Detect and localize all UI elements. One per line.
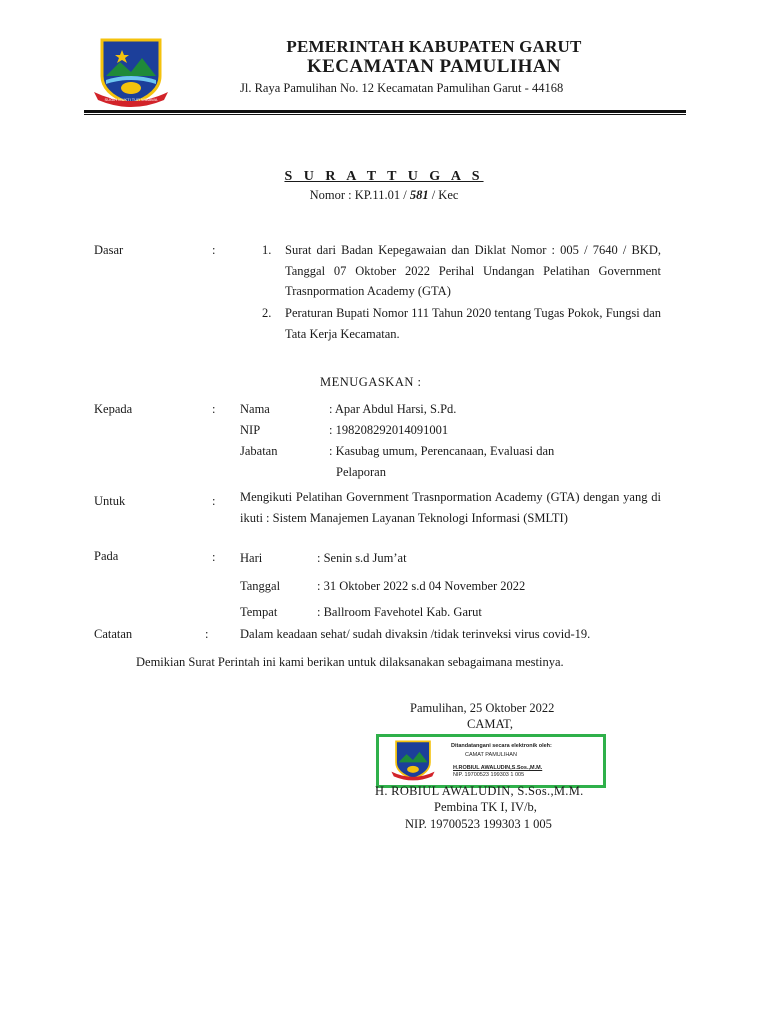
kepada-label: Kepada [94,402,133,416]
stamp-nip: NIP. 19700523 199303 1 005 [453,772,525,778]
kepada-nip-value: : 198208292014091001 [329,423,449,437]
pada-hari-key: Hari [240,551,263,565]
pada-tempat-value: : Ballroom Favehotel Kab. Garut [317,605,482,619]
untuk-text: Mengikuti Pelatihan Government Trasnpormation Academy (GTA) dengan yang di ikuti : Sistem Manajemen Layanan Teknologi Informasi (SMLTI) [240,490,661,525]
signature-position: CAMAT, [467,717,513,731]
catatan-label: Catatan [94,627,133,641]
stamp-name: H.ROBIUL AWALUDIN,S.Sos.,M.M. [453,765,543,771]
catatan-colon: : [205,627,209,641]
signatory-rank: Pembina TK I, IV/b, [434,800,537,814]
header-rule-thick [84,110,686,113]
dasar-item-2-num: 2. [262,306,272,320]
header-rule-thin [84,114,686,115]
kepada-nama-key: Nama [240,402,270,416]
nomor-suffix: / Kec [428,188,459,202]
dasar-label: Dasar [94,243,124,257]
header-address: Jl. Raya Pamulihan No. 12 Kecamatan Pamulihan Garut - 44168 [240,81,564,95]
header-district: KECAMATAN PAMULIHAN [306,56,562,77]
menugaskan-heading: MENUGASKAN : [320,375,422,389]
kepada-nama-value: : Apar Abdul Harsi, S.Pd. [329,402,457,416]
pada-hari-value: : Senin s.d Jum’at [317,551,407,565]
signatory-name: H. ROBIUL AWALUDIN, S.Sos.,M.M. [375,784,584,798]
signatory-nip: NIP. 19700523 199303 1 005 [405,817,552,831]
pada-colon: : [212,550,216,564]
nomor-prefix: Nomor : KP.11.01 / [309,188,410,202]
closing-statement: Demikian Surat Perintah ini kami berikan untuk dilaksanakan sebagaimana mestinya. [136,655,564,669]
pada-tempat-key: Tempat [240,605,278,619]
kepada-jabatan-value-cont: Pelaporan [336,465,386,479]
document-title: S U R A T T U G A S [284,169,484,184]
stamp-logo-icon [389,739,437,781]
pada-tanggal-key: Tanggal [240,579,281,593]
document-number [0,188,768,203]
logo-motto: SUGIH MUKTI TUR WIBAWA [104,97,158,102]
kepada-jabatan-key: Jabatan [240,444,278,458]
kepada-colon: : [212,402,216,416]
header-government: PEMERINTAH KABUPATEN GARUT [286,37,582,56]
dasar-colon: : [212,243,216,257]
untuk-colon: : [212,494,216,508]
kepada-nip-key: NIP [240,423,261,437]
pada-tanggal-value: : 31 Oktober 2022 s.d 04 November 2022 [317,579,526,593]
stamp-line-2: CAMAT PAMULIHAN [465,752,517,758]
stamp-line-1: Ditandatangani secara elektronik oleh: [451,743,552,749]
dasar-item-2-text: Peraturan Bupati Nomor 111 Tahun 2020 tentang Tugas Pokok, Fungsi dan Tata Kerja Kecamatan. [285,306,661,341]
nomor-number: 581 [409,188,429,202]
signature-place-date: Pamulihan, 25 Oktober 2022 [410,701,555,715]
dasar-item-1-num: 1. [262,243,272,257]
catatan-text: Dalam keadaan sehat/ sudah divaksin /tidak terinveksi virus covid-19. [240,627,591,641]
dasar-item-1-text: Surat dari Badan Kepegawaian dan Diklat Nomor : 005 / 7640 / BKD, Tanggal 07 Oktober 2022 Perihal Undangan Pelatihan Government Trasnpormation Academy (GTA) [285,243,661,298]
kepada-jabatan-value: : Kasubag umum, Perencanaan, Evaluasi dan [329,444,555,458]
electronic-signature-stamp [376,734,606,788]
pada-label: Pada [94,549,119,563]
untuk-label: Untuk [94,494,126,508]
